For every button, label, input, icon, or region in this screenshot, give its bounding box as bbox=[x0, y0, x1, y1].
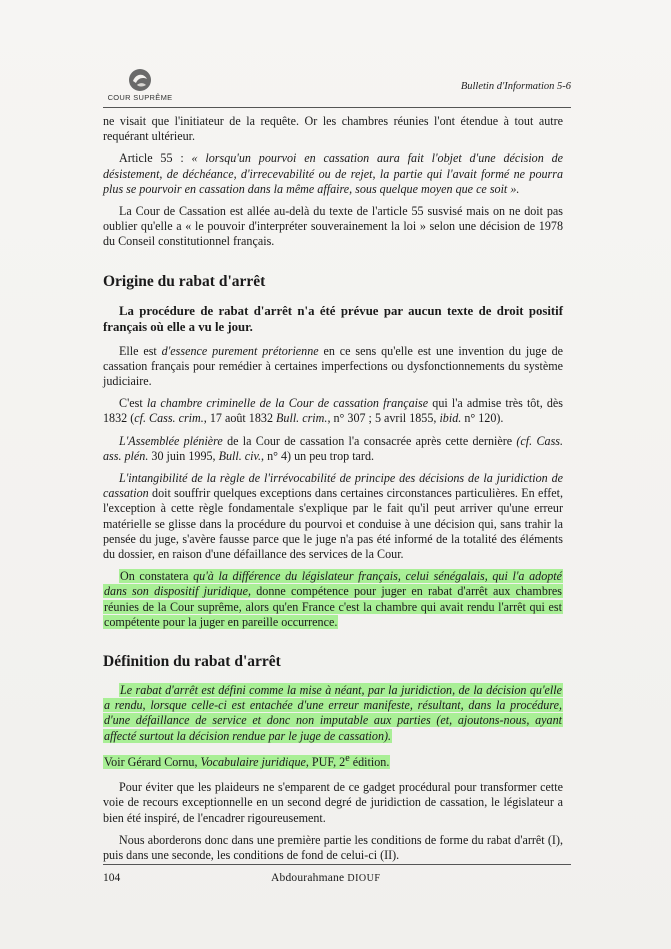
logo-text: COUR SUPRÊME bbox=[107, 93, 173, 102]
reference-paragraph bbox=[103, 751, 563, 770]
page-body bbox=[103, 114, 563, 870]
lead-paragraph: La procédure de rabat d'arrêt n'a été prévue par aucun texte de droit positif français où elle a vu le jour. bbox=[103, 303, 563, 334]
section-heading-origine: Origine du rabat d'arrêt bbox=[103, 272, 266, 290]
highlight: Le rabat d'arrêt est défini comme la mise à néant, par la juridiction, de la décision qu'elle a rendu, lorsque celle-ci est entachée d'une erreur manifeste, résultant, dans la procédure, d'une défaillance de service et donc non imputable aux parties (et, ajoutons-nous, ayant affecté surtout la décision rendue par le juge de cassation). bbox=[104, 683, 562, 743]
article-55-paragraph: Article 55 : « lorsqu'un pourvoi en cassation aura fait l'objet d'une décision de désistement, de déchéance, d'irrecevabilité ou de rejet, la partie qui l'avait formé ne pourra plus se pourvoir en cassation dans la même affaire, sous quelque moyen que ce soit ». bbox=[103, 151, 564, 196]
highlighted-paragraph bbox=[103, 569, 563, 630]
page-number: 104 bbox=[103, 872, 121, 884]
paragraph: L'Assemblée plénière de la Cour de cassation l'a consacrée après cette dernière (cf. Cass. ass. plén. 30 juin 1995, Bull. civ., n° 4) un peu trop tard. bbox=[103, 433, 564, 463]
highlight: On constatera qu'à la différence du législateur français, celui sénégalais, qui l'a adopté dans son dispositif juridique, donne compétence pour juger en rabat d'arrêt aux chambres réunies de la Cour suprême, alors qu'en France c'est la chambre qui avait rendu l'arrêt qui est compétente pour la juger en pareille occurrence. bbox=[104, 569, 563, 629]
paragraph: Pour éviter que les plaideurs ne s'emparent de ce gadget procédural pour transformer cette voie de recours exceptionnelle en un second degré de juridiction de cassation, le législateur a bien été inspiré, de l'encadrer rigoureusement. bbox=[103, 780, 563, 825]
paragraph: C'est la chambre criminelle de la Cour de cassation française qui l'a admise très tôt, dès 1832 (cf. Cass. crim., 17 août 1832 Bull. crim., n° 307 ; 5 avril 1855, ibid. n° 120). bbox=[103, 396, 564, 426]
cour-supreme-logo bbox=[103, 64, 177, 106]
footer-author: Abdourahmane DIOUF bbox=[271, 872, 381, 884]
definition-paragraph bbox=[103, 683, 563, 744]
page-header bbox=[103, 64, 571, 106]
header-rule bbox=[103, 107, 571, 108]
paragraph: Elle est d'essence purement prétorienne en ce sens qu'elle est une invention du juge de cassation français pour remédier à certaines imperfections ou dysfonctionnements du système judiciaire. bbox=[103, 343, 563, 389]
section-heading-definition: Définition du rabat d'arrêt bbox=[103, 653, 281, 671]
paragraph: Nous aborderons donc dans une première partie les conditions de forme du rabat d'arrêt (I), puis dans une seconde, les conditions de fond de celui-ci (II). bbox=[103, 832, 563, 862]
paragraph: L'intangibilité de la règle de l'irrévocabilité de principe des décisions de la juridiction de cassation doit souffrir quelques exceptions dans certaines circonstances particulières. En effet, l'exception à cette règle fondamentale s'explique par le fait qu'il peut arriver qu'une erreur matérielle se glisse dans la procédure du pourvoi et conduise à une décision qui, sans trahir la pensée du juge, s'avère fausse parce que le juge n'a pas été informé de la totalité des éléments du dossier, en raison d'une défaillance des services de la Cour. bbox=[103, 471, 563, 562]
emblem-icon bbox=[127, 68, 153, 92]
highlight: Voir Gérard Cornu, Vocabulaire juridique, PUF, 2e édition. bbox=[104, 752, 390, 769]
paragraph: ne visait que l'initiateur de la requête. Or les chambres réunies l'ont étendue à tout autre requérant ultérieur. bbox=[103, 114, 563, 144]
paragraph: La Cour de Cassation est allée au-delà du texte de l'article 55 susvisé mais on ne doit pas oublier qu'elle a « le pouvoir d'interpréter souverainement la loi » selon une décision de 1978 du Conseil constitutionnel français. bbox=[103, 204, 563, 249]
running-head: Bulletin d'Information 5-6 bbox=[460, 81, 571, 92]
footer-rule bbox=[103, 864, 571, 865]
page-footer bbox=[103, 872, 571, 888]
